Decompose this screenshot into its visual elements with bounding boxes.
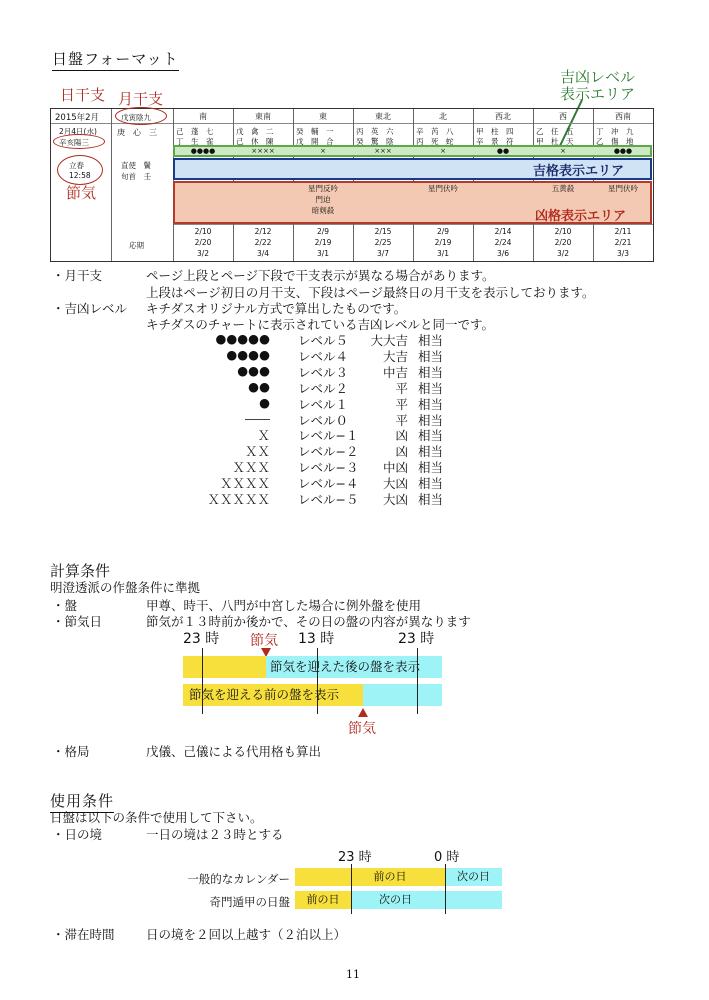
annotation-level-area-2: 表示エリア xyxy=(560,85,636,103)
cell-level: × xyxy=(320,147,326,155)
cell-ouki: 3/6 xyxy=(496,249,510,258)
level-meaning: 凶 xyxy=(395,428,408,444)
level-suffix: 相当 xyxy=(418,492,444,507)
cell-ouki: 2/14 xyxy=(494,227,512,236)
calc-bar1-before xyxy=(183,656,266,678)
cell-ouki: 2/12 xyxy=(254,227,272,236)
level-symbol: ＸＸ xyxy=(244,444,270,460)
level-symbol: ―― xyxy=(245,410,270,426)
cell-ouki: 2/15 xyxy=(374,227,392,236)
section-title-calc: 計算条件 xyxy=(50,562,111,580)
setsuki-oval xyxy=(57,155,103,185)
usage-row2-prev: 前の日 xyxy=(295,891,351,909)
cell-ouki: 2/20 xyxy=(194,238,212,247)
section-title-format: 日盤フォーマット xyxy=(52,48,179,71)
level-symbol: ●● xyxy=(248,378,270,394)
cell-kyokaku: 暗剣殺 xyxy=(311,206,335,215)
usage-row1-prev: 前の日 xyxy=(295,868,445,886)
cell-ouki: 2/21 xyxy=(614,238,632,247)
month-kanshi: 戊寅陰九 xyxy=(121,113,151,122)
cell-ouki: 3/7 xyxy=(376,249,390,258)
calc-intro: 明澄透派の作盤条件に準拠 xyxy=(50,580,201,595)
cell-row1: 丙 英 六 xyxy=(356,127,394,136)
note-kikkyo-label: ・吉凶レベル xyxy=(52,301,128,316)
kichikaku-area-label: 吉格表示エリア xyxy=(533,164,625,179)
cell-ouki: 3/2 xyxy=(556,249,570,258)
level-suffix: 相当 xyxy=(418,348,444,364)
note-tsuki-line1: ページ上段とページ下段で干支表示が異なる場合があります。 xyxy=(146,268,495,283)
cell-row2: 辛 景 符 xyxy=(476,137,514,146)
cell-ouki: 2/9 xyxy=(316,227,330,236)
section-title-usage: 使用条件 xyxy=(50,790,114,813)
level-symbol: ＸＸＸＸＸ xyxy=(207,492,270,507)
calc-ban-text: 甲尊、時干、八門が中宮した場合に例外盤を使用 xyxy=(146,598,422,613)
cell-row2: 丙 死 蛇 xyxy=(416,137,454,146)
level-meaning: 凶 xyxy=(395,444,408,460)
usage-taizai-label: ・滞在時間 xyxy=(52,927,115,942)
level-meaning: 大凶 xyxy=(382,476,408,492)
usage-taizai-text: 日の境を２回以上越す（２泊以上） xyxy=(146,927,347,942)
calc-ban-label: ・盤 xyxy=(52,598,78,613)
level-suffix: 相当 xyxy=(418,428,444,444)
calc-bar2-after xyxy=(363,684,442,706)
calc-tick-3 xyxy=(417,648,418,714)
cell-row2: 乙 傷 地 xyxy=(596,137,634,146)
level-symbol: ＸＸＸＸ xyxy=(219,476,270,492)
level-symbol: ●●●● xyxy=(226,346,270,362)
cell-level: ●●●● xyxy=(190,147,216,155)
usage-row1-next: 次の日 xyxy=(445,868,502,886)
cell-row2: 戊 開 合 xyxy=(296,137,334,146)
center-mid2: 旬首 壬 xyxy=(121,172,151,181)
usage-sakai-text: 一日の境は２３時とする xyxy=(146,827,284,842)
day-kanshi: 辛亥陽三 xyxy=(59,138,89,147)
annotation-month-kanshi: 月干支 xyxy=(118,90,164,108)
ouki-label: 応期 xyxy=(129,241,144,250)
calc-tick-2 xyxy=(317,648,318,714)
cell-ouki: 2/22 xyxy=(254,238,272,247)
annotation-setsuki: 節気 xyxy=(66,184,97,202)
kyokaku-area-label: 凶格表示エリア xyxy=(535,209,627,224)
cell-row1: 乙 任 五 xyxy=(536,127,574,136)
month-kanshi-oval xyxy=(115,107,167,125)
level-name: レベル２ xyxy=(298,380,349,396)
annotation-level-area-1: 吉凶レベル xyxy=(560,68,636,86)
level-name: レベル３ xyxy=(298,364,349,380)
level-suffix: 相当 xyxy=(418,476,444,492)
cell-row1: 癸 輔 一 xyxy=(296,127,334,136)
nichiban-table xyxy=(50,108,654,262)
cell-row2: 己 休 陳 xyxy=(236,137,274,146)
level-meaning: 平 xyxy=(395,396,408,412)
calc-bar2-before: 節気を迎える前の盤を表示 xyxy=(183,684,363,706)
center-top: 庚 心 三 xyxy=(117,128,157,137)
cell-ouki: 2/19 xyxy=(434,238,452,247)
level-meaning: 大吉 xyxy=(382,348,408,364)
level-suffix: 相当 xyxy=(418,396,444,412)
level-suffix: 相当 xyxy=(418,444,444,460)
level-meaning: 大凶 xyxy=(382,492,408,507)
dir-header: 東北 xyxy=(375,112,391,121)
cell-ouki: 2/9 xyxy=(436,227,450,236)
level-name: レベル−５ xyxy=(298,492,359,507)
cell-row2: 癸 驚 陰 xyxy=(356,137,394,146)
note-kikkyo-line2: キチダスのチャートに表示されている吉凶レベルと同一です。 xyxy=(146,317,495,332)
setsuki-name: 立春 xyxy=(69,161,84,170)
calc-kakkyoku-text: 戊儀、己儀による代用格も算出 xyxy=(146,744,322,759)
calc-hour-1: 23 時 xyxy=(183,631,220,647)
center-mid1: 直使 鬢 xyxy=(121,161,151,170)
dir-header: 東南 xyxy=(255,112,271,121)
cell-kyokaku: 星門伏吟 xyxy=(428,184,458,193)
usage-tick-2 xyxy=(445,864,446,914)
usage-hour-2: 0 時 xyxy=(434,850,460,865)
date: 2月4日(水) xyxy=(59,127,97,136)
dir-header: 西南 xyxy=(615,112,631,121)
dir-header: 西北 xyxy=(495,112,511,121)
cell-level: ●● xyxy=(496,147,510,155)
cell-kyokaku: 門迫 xyxy=(315,195,331,204)
year-month: 2015年2月 xyxy=(55,113,100,123)
cell-ouki: 3/2 xyxy=(196,249,210,258)
usage-tick-1 xyxy=(351,864,352,914)
cell-ouki: 2/25 xyxy=(374,238,392,247)
setsuki-time: 12:58 xyxy=(69,171,91,180)
cell-ouki: 2/24 xyxy=(494,238,512,247)
level-symbol: ● xyxy=(259,394,270,410)
cell-row2: 甲 杜 天 xyxy=(536,137,574,146)
calc-setsu-text: 節気が１３時前か後かで、その日の盤の内容が異なります xyxy=(146,614,471,629)
level-name: レベル１ xyxy=(298,396,349,412)
cell-ouki: 3/4 xyxy=(256,249,270,258)
level-name: レベル５ xyxy=(298,333,349,348)
cell-row1: 辛 芮 八 xyxy=(416,127,454,136)
cell-kyokaku: 五黄殺 xyxy=(551,184,575,193)
setsuki-bottom-marker xyxy=(358,708,368,717)
note-kikkyo-line1: キチダスオリジナル方式で算出したものです。 xyxy=(146,301,407,316)
usage-row1-label: 一般的なカレンダー xyxy=(187,872,290,886)
calc-tick-1 xyxy=(202,648,203,714)
cell-level: ●●● xyxy=(613,147,633,155)
cell-ouki: 2/10 xyxy=(194,227,212,236)
level-name: レベル−１ xyxy=(298,428,359,444)
calc-setsu-label: ・節気日 xyxy=(52,614,103,629)
level-meaning: 中吉 xyxy=(382,364,408,380)
usage-row2-label: 奇門遁甲の日盤 xyxy=(209,895,290,909)
annotation-day-kanshi: 日干支 xyxy=(60,86,106,104)
level-meaning: 中凶 xyxy=(382,460,408,476)
cell-level: ××× xyxy=(374,147,392,155)
cell-kyokaku: 星門伏吟 xyxy=(608,184,638,193)
level-suffix: 相当 xyxy=(418,333,444,348)
cell-ouki: 3/1 xyxy=(436,249,450,258)
dir-header: 南 xyxy=(199,112,207,121)
level-suffix: 相当 xyxy=(418,380,444,396)
usage-row2-next: 次の日 xyxy=(351,891,502,909)
level-symbol: ●●●●● xyxy=(215,331,270,346)
level-name: レベル−３ xyxy=(298,460,359,476)
note-tsuki-line2: 上段はページ初日の月干支、下段はページ最終日の月干支を表示しております。 xyxy=(146,285,595,300)
usage-hour-1: 23 時 xyxy=(338,850,372,865)
dir-header: 北 xyxy=(439,112,447,121)
level-name: レベル４ xyxy=(298,348,349,364)
level-suffix: 相当 xyxy=(418,412,444,428)
level-suffix: 相当 xyxy=(418,364,444,380)
cell-ouki: 3/1 xyxy=(316,249,330,258)
level-name: レベル−２ xyxy=(298,444,359,460)
cell-ouki: 2/20 xyxy=(554,238,572,247)
note-tsuki-label: ・月干支 xyxy=(52,268,103,283)
cell-ouki: 2/19 xyxy=(314,238,332,247)
level-symbol: Ｘ xyxy=(257,428,270,444)
cell-level: × xyxy=(440,147,446,155)
level-symbol: ●●● xyxy=(237,362,270,378)
calc-bar1-after: 節気を迎えた後の盤を表示 xyxy=(266,656,442,678)
level-meaning: 大大吉 xyxy=(370,333,408,348)
calc-setsuki-top: 節気 xyxy=(250,633,278,649)
level-symbol: ＸＸＸ xyxy=(232,460,270,476)
level-meaning: 平 xyxy=(395,412,408,428)
calc-hour-3: 23 時 xyxy=(398,631,435,647)
cell-ouki: 2/11 xyxy=(614,227,632,236)
cell-row1: 己 蓬 七 xyxy=(176,127,214,136)
calc-hour-2: 13 時 xyxy=(298,631,335,647)
level-name: レベル０ xyxy=(298,412,349,428)
level-suffix: 相当 xyxy=(418,460,444,476)
cell-level: ×××× xyxy=(251,147,275,155)
cell-row1: 丁 冲 九 xyxy=(596,127,634,136)
dir-header: 東 xyxy=(319,112,327,121)
cell-ouki: 3/3 xyxy=(616,249,630,258)
calc-kakkyoku-label: ・格局 xyxy=(52,744,90,759)
level-name: レベル−４ xyxy=(298,476,359,492)
cell-row1: 戊 禽 二 xyxy=(236,127,274,136)
level-meaning: 平 xyxy=(395,380,408,396)
calc-setsuki-bottom: 節気 xyxy=(348,721,376,737)
cell-row2: 丁 生 雀 xyxy=(176,137,214,146)
cell-row1: 甲 柱 四 xyxy=(476,127,514,136)
cell-kyokaku: 星門反吟 xyxy=(308,184,338,193)
cell-level: × xyxy=(560,147,566,155)
day-kanshi-oval xyxy=(53,134,105,149)
cell-ouki: 2/10 xyxy=(554,227,572,236)
usage-intro: 日盤は以下の条件で使用して下さい。 xyxy=(50,810,263,825)
usage-sakai-label: ・日の境 xyxy=(52,827,103,842)
dir-header: 西 xyxy=(559,112,567,121)
page-number: 11 xyxy=(346,968,360,981)
